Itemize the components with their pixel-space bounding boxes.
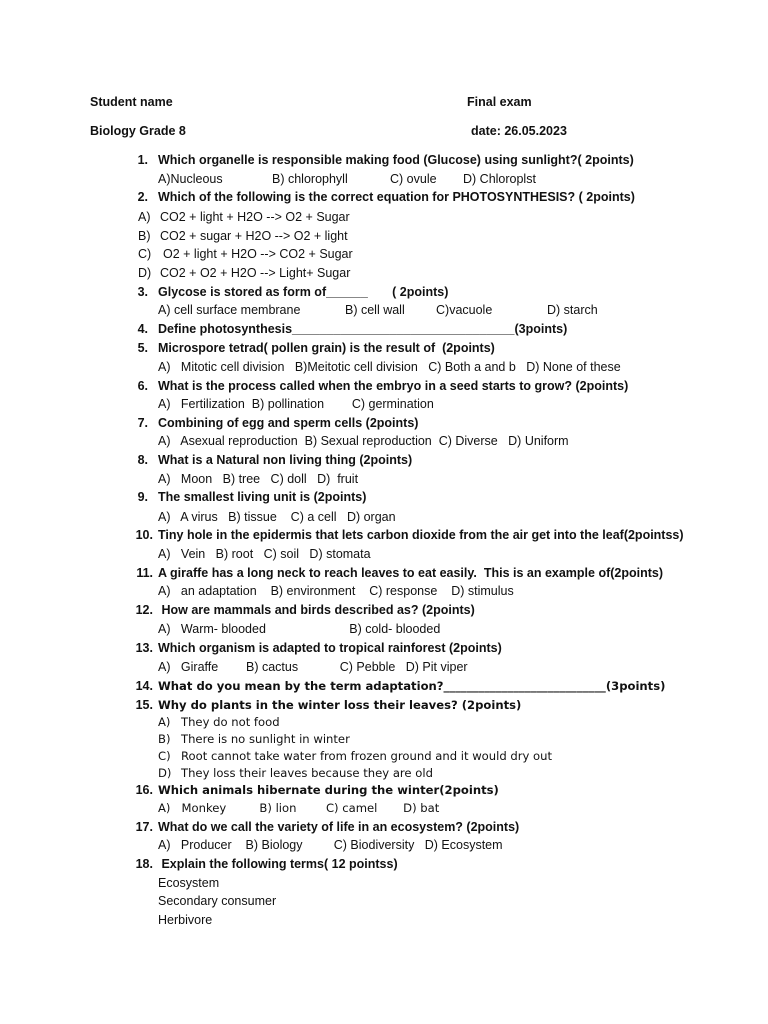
question-number: 10. [135,528,153,542]
option-letter: C) [158,749,171,763]
question-text: Which of the following is the correct equation for PHOTOSYNTHESIS? ( 2points) [158,190,635,204]
question-number: 18. [135,857,153,871]
question-text: What do we call the variety of life in an ecosystem? (2points) [158,820,520,834]
question-text: Which animals hibernate during the winter(2points) [158,783,499,797]
option-row: A) Vein B) root C) soil D) stomata [158,547,371,561]
option-letter: B) [158,732,171,746]
question-number: 8. [137,453,148,467]
option: D) starch [547,303,598,317]
option-row: A) A virus B) tissue C) a cell D) organ [158,510,396,524]
option-row: A) Producer B) Biology C) Biodiversity D) Ecosystem [158,838,503,852]
option: O2 + light + H2O --> CO2 + Sugar [163,247,353,261]
option-letter: A) [138,210,151,224]
question-number: 5. [137,341,148,355]
question-text: Define photosynthesis________________________________(3points) [158,322,568,336]
question-text: Tiny hole in the epidermis that lets carbon dioxide from the air get into the leaf(2pointss) [158,528,684,542]
question-number: 1. [137,153,148,167]
option-letter: D) [138,266,152,280]
question-number: 13. [135,641,153,655]
option: There is no sunlight in winter [181,732,350,746]
question-number: 2. [137,190,148,204]
question-number: 15. [135,698,153,712]
option-row: A) Warm- blooded B) cold- blooded [158,622,441,636]
question-number: 3. [137,285,148,299]
question-text: What do you mean by the term adaptation?____________________________(3points) [158,679,666,693]
question-number: 12. [135,603,153,617]
option-letter: B) [138,229,151,243]
question-text: Microspore tetrad( pollen grain) is the result of (2points) [158,341,495,355]
option: They loss their leaves because they are old [181,766,433,780]
option: B) chlorophyll [272,172,348,186]
question-text: What is the process called when the embryo in a seed starts to grow? (2points) [158,379,629,393]
option-row: A) Fertilization B) pollination C) germination [158,397,434,411]
question-number: 6. [137,379,148,393]
option-row: A) an adaptation B) environment C) response D) stimulus [158,584,514,598]
subject-label: Biology Grade 8 [90,124,186,138]
option: Root cannot take water from frozen ground and it would dry out [181,749,553,763]
question-number: 14. [135,679,153,693]
question-text: Why do plants in the winter loss their leaves? (2points) [158,698,522,712]
option: A)Nucleous [158,172,223,186]
option: C)vacuole [436,303,493,317]
question-number: 9. [137,490,148,504]
question-text: How are mammals and birds described as? (2points) [158,603,475,617]
term: Herbivore [158,913,213,927]
option: CO2 + O2 + H2O --> Light+ Sugar [160,266,351,280]
term: Ecosystem [158,876,220,890]
question-text: Explain the following terms( 12 pointss) [158,857,398,871]
option: C) ovule [390,172,437,186]
option: They do not food [181,715,280,729]
option-row: A) Monkey B) lion C) camel D) bat [158,801,440,815]
question-text: Combining of egg and sperm cells (2points) [158,416,419,430]
option: A) cell surface membrane [158,303,301,317]
question-number: 16. [135,783,153,797]
exam-date: date: 26.05.2023 [471,124,567,138]
option: CO2 + light + H2O --> O2 + Sugar [160,210,350,224]
question-number: 17. [135,820,153,834]
option: B) cell wall [345,303,405,317]
question-text: Glycose is stored as form of______ ( 2points) [158,285,449,299]
option-row: A) Mitotic cell division B)Meitotic cell division C) Both a and b D) None of these [158,360,621,374]
question-text: Which organism is adapted to tropical rainforest (2points) [158,641,502,655]
option: CO2 + sugar + H2O --> O2 + light [160,229,348,243]
question-text: The smallest living unit is (2points) [158,490,367,504]
option: D) Chloroplst [463,172,536,186]
question-number: 7. [137,416,148,430]
question-text: What is a Natural non living thing (2points) [158,453,413,467]
question-number: 11. [136,566,153,580]
exam-title: Final exam [467,95,532,109]
question-number: 4. [137,322,148,336]
option-letter: D) [158,766,172,780]
term: Secondary consumer [158,894,277,908]
student-name-label: Student name [90,95,173,109]
question-text: A giraffe has a long neck to reach leaves to eat easily. This is an example of(2points) [158,566,664,580]
question-text: Which organelle is responsible making food (Glucose) using sunlight?( 2points) [158,153,634,167]
option-row: A) Asexual reproduction B) Sexual reproduction C) Diverse D) Uniform [158,434,569,448]
option-row: A) Moon B) tree C) doll D) fruit [158,472,359,486]
option-letter: A) [158,715,171,729]
option-letter: C) [138,247,152,261]
option-row: A) Giraffe B) cactus C) Pebble D) Pit viper [158,660,468,674]
